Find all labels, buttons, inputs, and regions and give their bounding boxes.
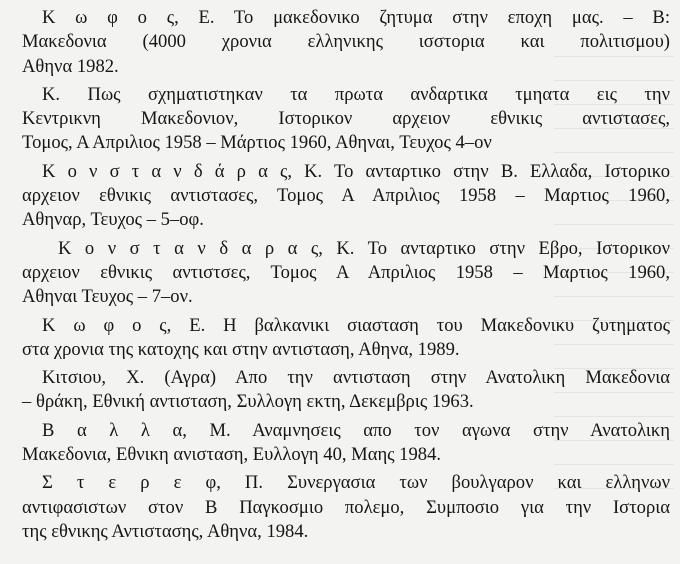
reference-line: Κεντρικνη Μακεδονιον, Ιστορικον αρχειον εθνικις αντιστασες,: [22, 108, 670, 130]
reference-line: Κιτσιου, Χ. (Αγρα) Απο την αντισταση στην Ανατολικη Μακεδονια: [42, 367, 670, 389]
reference-entry-2: [22, 83, 670, 156]
reference-line: αρχειον εθνικις αντιστσες, Τομος Α Απριλιος 1958 – Μαρτιος 1960,: [22, 261, 670, 283]
reference-line: αρχειον εθνικις αντιστασες, Τομος Α Απριλιος 1958 – Μαρτιος 1960,: [22, 185, 670, 207]
reference-line: στα χρονια της κατοχης και στην αντισταση, Αθηνα, 1989.: [22, 338, 460, 360]
reference-line: Κ ο ν σ τ α ν δ α ρ α ς, Κ. Το ανταρτικο στην Εβρο, Ιστορικον: [58, 237, 670, 259]
reference-entry-1: [22, 6, 670, 79]
reference-line: Αθηναρ, Τευχος – 5–οφ.: [22, 209, 204, 231]
reference-line: Σ τ ε ρ ε φ, Π. Συνεργασια των βουλγαρον και ελληνων: [42, 472, 670, 494]
reference-line: Μακεδονια, Εθνικη ανισταση, Ευλλογη 40, Μαης 1984.: [22, 444, 442, 466]
reference-entry-4: [22, 237, 670, 310]
reference-line: Β α λ λ α, Μ. Αναμνησεις απο τον αγωνα στην Ανατολικη: [42, 419, 670, 441]
reference-entry-5: [22, 314, 670, 363]
reference-line: Μακεδονια (4000 χρονια ελληνικης ισστορια και πολιτισμου): [22, 31, 670, 53]
reference-line: Τομος, Α Απριλιος 1958 – Μάρτιος 1960, Αθηναι, Τευχος 4–ον: [22, 132, 492, 154]
reference-line: Κ ω φ ο ς, Ε. Η βαλκανικι σιασταση του Μακεδονικυ ζυτηματος: [42, 314, 670, 336]
reference-line: Κ ω φ ο ς, Ε. Το μακεδονικο ζητυμα στην εποχη μας. – Β:: [42, 7, 670, 28]
reference-line: Κ. Πως σχηματιστηκαν τα πρωτα ανδαρτικα τμηατα εις την: [42, 83, 670, 105]
reference-line: της εθνικης Αντιστασης, Αθηνα, 1984.: [22, 520, 309, 542]
reference-line: – θράκη, Εθνική αντισταση, Συλλογη εκτη, Δεκεμβρις 1963.: [22, 391, 474, 413]
reference-entry-8: [22, 471, 670, 544]
reference-entry-3: [22, 160, 670, 233]
reference-entry-6: [22, 366, 670, 415]
reference-line: Αθηνα 1982.: [22, 55, 119, 77]
reference-line: Κ ο ν σ τ α ν δ ά ρ α ς, Κ. Το ανταρτικο στην Β. Ελλαδα, Ιστορικο: [42, 160, 670, 182]
reference-entry-7: [22, 419, 670, 468]
reference-line: Αθηναι Τευχος – 7–ον.: [22, 286, 193, 308]
reference-line: αντιφασιστων στον Β Παγκοσμιο πολεμο, Συμποσιο για την Ιστορια: [22, 496, 670, 518]
